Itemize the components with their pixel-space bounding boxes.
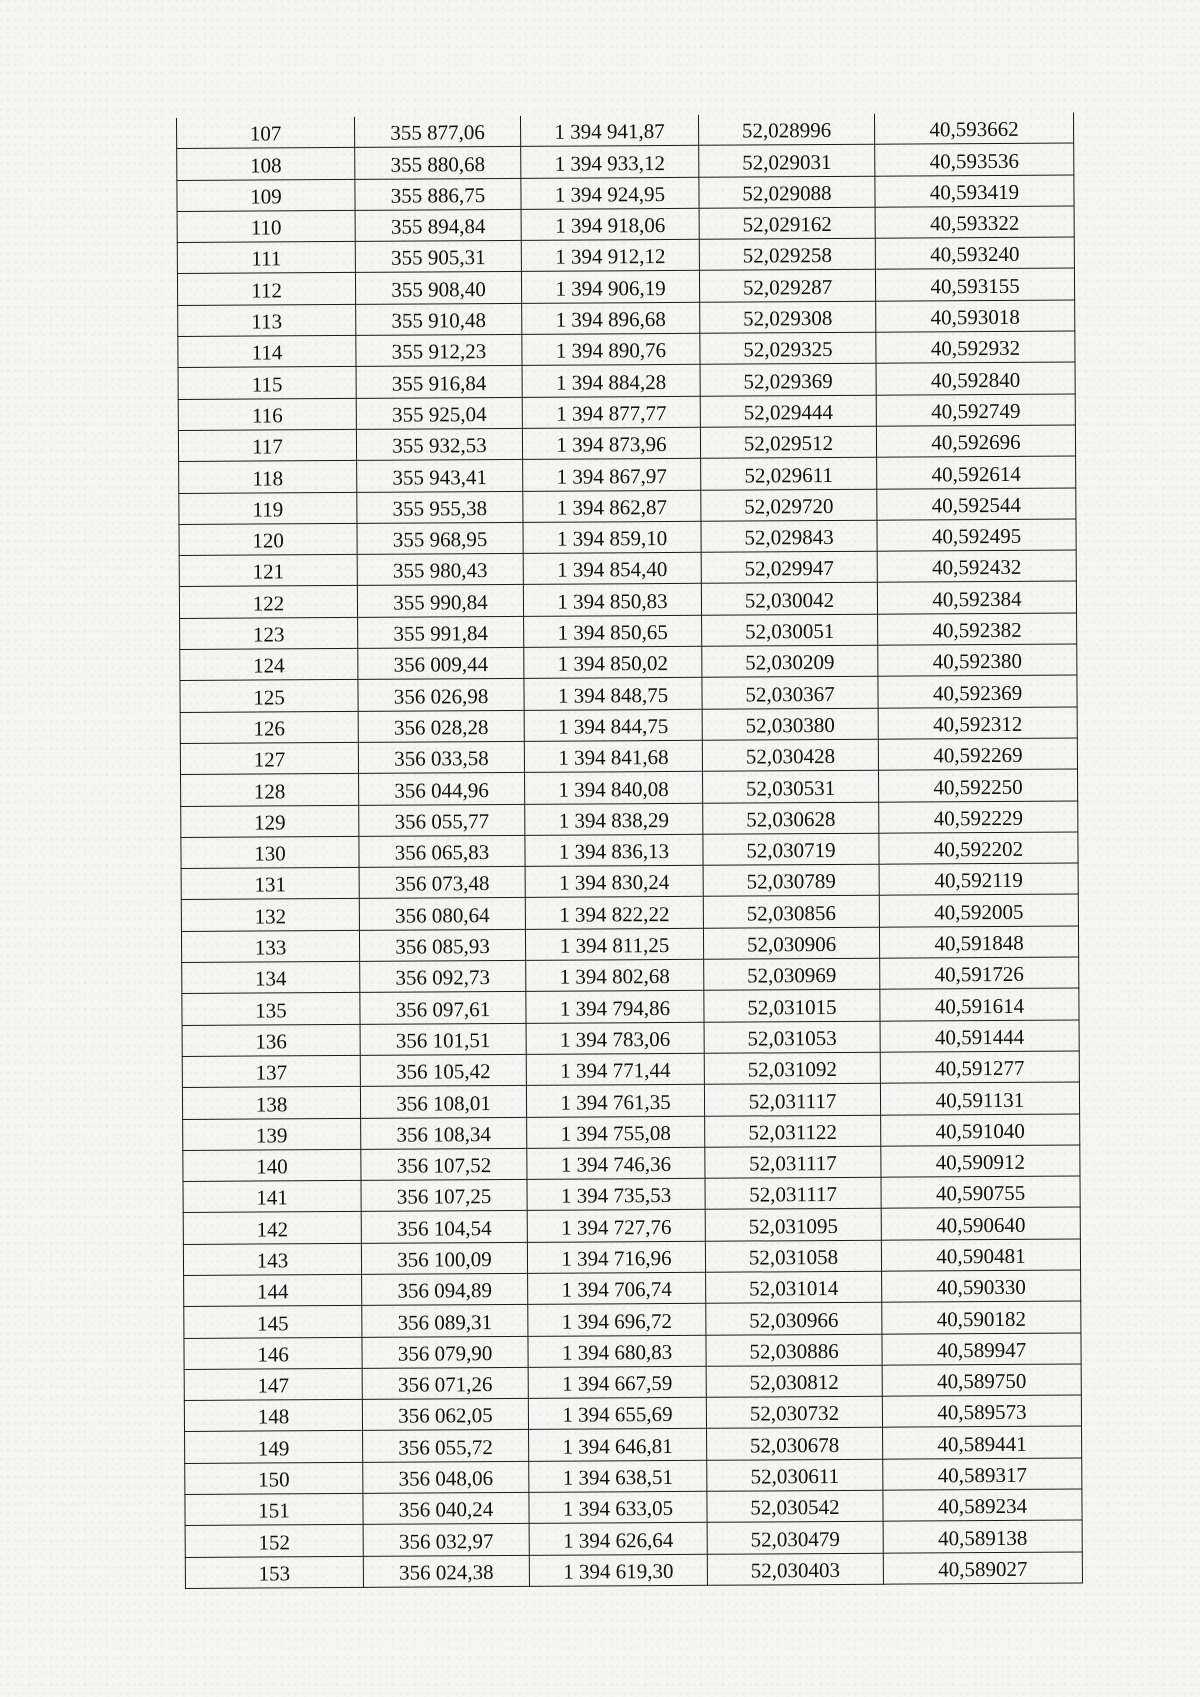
point-number-cell: 135	[182, 993, 360, 1025]
y-coordinate-cell: 1 394 811,25	[525, 928, 703, 960]
longitude-cell: 40,590755	[881, 1176, 1080, 1209]
latitude-cell: 52,031117	[705, 1146, 881, 1178]
y-coordinate-cell: 1 394 841,68	[524, 740, 702, 772]
x-coordinate-cell: 356 032,97	[363, 1524, 529, 1556]
latitude-cell: 52,029947	[701, 551, 877, 583]
longitude-cell: 40,592432	[877, 550, 1076, 583]
coordinates-table-container	[176, 113, 1082, 1589]
latitude-cell: 52,031095	[705, 1209, 881, 1241]
x-coordinate-cell: 356 040,24	[363, 1492, 529, 1524]
longitude-cell: 40,592269	[878, 738, 1077, 771]
longitude-cell: 40,591444	[880, 1020, 1079, 1053]
y-coordinate-cell: 1 394 746,36	[527, 1147, 705, 1179]
point-number-cell: 137	[182, 1055, 360, 1087]
point-number-cell: 128	[181, 774, 359, 806]
point-number-cell: 148	[184, 1400, 362, 1432]
point-number-cell: 115	[178, 367, 356, 399]
latitude-cell: 52,029369	[700, 364, 876, 396]
longitude-cell: 40,592369	[878, 675, 1077, 708]
longitude-cell: 40,592382	[878, 613, 1077, 646]
longitude-cell: 40,592250	[878, 769, 1077, 802]
x-coordinate-cell: 356 107,25	[361, 1179, 527, 1211]
table-row	[185, 1520, 1082, 1557]
y-coordinate-cell: 1 394 890,76	[522, 333, 700, 365]
point-number-cell: 134	[182, 961, 360, 993]
point-number-cell: 146	[184, 1337, 362, 1369]
latitude-cell: 52,030531	[703, 770, 879, 802]
table-row	[177, 268, 1074, 305]
x-coordinate-cell: 356 044,96	[359, 773, 525, 805]
longitude-cell: 40,589750	[882, 1364, 1081, 1397]
longitude-cell: 40,590481	[881, 1239, 1080, 1272]
latitude-cell: 52,030886	[706, 1334, 882, 1366]
x-coordinate-cell: 355 991,84	[358, 616, 524, 648]
latitude-cell: 52,029512	[700, 426, 876, 458]
table-row	[178, 362, 1075, 399]
x-coordinate-cell: 355 968,95	[357, 522, 523, 554]
y-coordinate-cell: 1 394 755,08	[527, 1116, 705, 1148]
latitude-cell: 52,030969	[704, 958, 880, 990]
latitude-cell: 52,029720	[701, 489, 877, 521]
x-coordinate-cell: 356 033,58	[358, 741, 524, 773]
latitude-cell: 52,031122	[705, 1115, 881, 1147]
latitude-cell: 52,031015	[704, 990, 880, 1022]
table-row	[184, 1395, 1081, 1432]
y-coordinate-cell: 1 394 735,53	[527, 1178, 705, 1210]
point-number-cell: 139	[183, 1118, 361, 1150]
latitude-cell: 52,030380	[702, 708, 878, 740]
point-number-cell: 124	[180, 648, 358, 680]
longitude-cell: 40,591131	[880, 1082, 1079, 1115]
point-number-cell: 112	[177, 273, 355, 305]
x-coordinate-cell: 356 100,09	[361, 1242, 527, 1274]
table-row	[185, 1489, 1082, 1526]
x-coordinate-cell: 356 104,54	[361, 1211, 527, 1243]
x-coordinate-cell: 356 080,64	[359, 898, 525, 930]
longitude-cell: 40,590182	[882, 1301, 1081, 1334]
longitude-cell: 40,592384	[877, 581, 1076, 614]
latitude-cell: 52,029287	[699, 270, 875, 302]
point-number-cell: 150	[185, 1462, 363, 1494]
point-number-cell: 122	[179, 586, 357, 618]
longitude-cell: 40,590912	[881, 1145, 1080, 1178]
longitude-cell: 40,592202	[879, 832, 1078, 865]
latitude-cell: 52,030611	[707, 1459, 883, 1491]
table-row	[185, 1426, 1082, 1463]
latitude-cell: 52,031014	[706, 1271, 882, 1303]
table-row	[178, 331, 1075, 368]
point-number-cell: 126	[180, 711, 358, 743]
table-row	[179, 581, 1076, 618]
longitude-cell: 40,592495	[877, 519, 1076, 552]
longitude-cell: 40,592544	[877, 488, 1076, 521]
y-coordinate-cell: 1 394 877,77	[522, 396, 700, 428]
x-coordinate-cell: 356 108,34	[361, 1117, 527, 1149]
latitude-cell: 52,030542	[707, 1490, 883, 1522]
table-row	[180, 644, 1077, 681]
table-row	[178, 425, 1075, 462]
point-number-cell: 111	[177, 242, 355, 274]
table-row	[182, 1082, 1079, 1119]
longitude-cell: 40,593419	[875, 175, 1074, 208]
latitude-cell: 52,029088	[699, 176, 875, 208]
y-coordinate-cell: 1 394 873,96	[522, 427, 700, 459]
x-coordinate-cell: 356 055,77	[359, 804, 525, 836]
x-coordinate-cell: 355 925,04	[356, 397, 522, 429]
longitude-cell: 40,589317	[883, 1458, 1082, 1491]
table-row	[180, 613, 1077, 650]
x-coordinate-cell: 356 094,89	[362, 1273, 528, 1305]
point-number-cell: 121	[179, 555, 357, 587]
y-coordinate-cell: 1 394 848,75	[524, 678, 702, 710]
y-coordinate-cell: 1 394 771,44	[526, 1053, 704, 1085]
point-number-cell: 136	[182, 1024, 360, 1056]
coordinates-table	[176, 113, 1083, 1589]
point-number-cell: 125	[180, 680, 358, 712]
y-coordinate-cell: 1 394 794,86	[526, 991, 704, 1023]
y-coordinate-cell: 1 394 646,81	[529, 1429, 707, 1461]
table-row	[185, 1552, 1082, 1589]
y-coordinate-cell: 1 394 850,83	[523, 584, 701, 616]
y-coordinate-cell: 1 394 854,40	[523, 552, 701, 584]
longitude-cell: 40,591848	[879, 926, 1078, 959]
x-coordinate-cell: 356 071,26	[362, 1367, 528, 1399]
x-coordinate-cell: 356 048,06	[363, 1461, 529, 1493]
x-coordinate-cell: 355 955,38	[357, 491, 523, 523]
longitude-cell: 40,593155	[875, 268, 1074, 301]
table-row	[182, 1051, 1079, 1088]
y-coordinate-cell: 1 394 859,10	[523, 521, 701, 553]
table-row	[181, 769, 1078, 806]
x-coordinate-cell: 356 105,42	[360, 1054, 526, 1086]
point-number-cell: 109	[177, 179, 355, 211]
y-coordinate-cell: 1 394 783,06	[526, 1022, 704, 1054]
longitude-cell: 40,592749	[876, 394, 1075, 427]
x-coordinate-cell: 356 079,90	[362, 1336, 528, 1368]
longitude-cell: 40,589947	[882, 1333, 1081, 1366]
latitude-cell: 52,030628	[703, 802, 879, 834]
x-coordinate-cell: 356 028,28	[358, 710, 524, 742]
table-row	[179, 519, 1076, 556]
longitude-cell: 40,593662	[874, 113, 1073, 145]
point-number-cell: 130	[181, 836, 359, 868]
latitude-cell: 52,028996	[698, 114, 874, 146]
latitude-cell: 52,031092	[704, 1052, 880, 1084]
point-number-cell: 120	[179, 523, 357, 555]
table-row	[184, 1333, 1081, 1370]
y-coordinate-cell: 1 394 727,76	[527, 1210, 705, 1242]
longitude-cell: 40,592932	[876, 331, 1075, 364]
y-coordinate-cell: 1 394 906,19	[521, 271, 699, 303]
point-number-cell: 107	[176, 117, 354, 149]
latitude-cell: 52,030812	[706, 1365, 882, 1397]
longitude-cell: 40,589573	[882, 1395, 1081, 1428]
longitude-cell: 40,592229	[879, 801, 1078, 834]
longitude-cell: 40,593240	[875, 237, 1074, 270]
x-coordinate-cell: 355 908,40	[355, 272, 521, 304]
latitude-cell: 52,029258	[699, 238, 875, 270]
table-row	[182, 988, 1079, 1025]
latitude-cell: 52,029031	[699, 145, 875, 177]
x-coordinate-cell: 355 877,06	[354, 116, 520, 148]
latitude-cell: 52,030678	[707, 1428, 883, 1460]
table-row	[181, 894, 1078, 931]
table-row	[177, 175, 1074, 212]
latitude-cell: 52,030042	[701, 583, 877, 615]
y-coordinate-cell: 1 394 933,12	[521, 146, 699, 178]
x-coordinate-cell: 356 073,48	[359, 867, 525, 899]
latitude-cell: 52,030966	[706, 1302, 882, 1334]
y-coordinate-cell: 1 394 761,35	[526, 1084, 704, 1116]
longitude-cell: 40,592005	[879, 894, 1078, 927]
x-coordinate-cell: 355 932,53	[356, 428, 522, 460]
y-coordinate-cell: 1 394 706,74	[528, 1272, 706, 1304]
table-row	[181, 801, 1078, 838]
table-row	[179, 488, 1076, 525]
point-number-cell: 143	[183, 1243, 361, 1275]
point-number-cell: 133	[181, 930, 359, 962]
x-coordinate-cell: 356 026,98	[358, 679, 524, 711]
longitude-cell: 40,593322	[875, 206, 1074, 239]
point-number-cell: 114	[178, 335, 356, 367]
table-row	[179, 456, 1076, 493]
x-coordinate-cell: 356 055,72	[363, 1430, 529, 1462]
latitude-cell: 52,029162	[699, 207, 875, 239]
point-number-cell: 152	[185, 1525, 363, 1557]
longitude-cell: 40,592380	[878, 644, 1077, 677]
y-coordinate-cell: 1 394 822,22	[525, 897, 703, 929]
x-coordinate-cell: 355 980,43	[357, 554, 523, 586]
point-number-cell: 142	[183, 1212, 361, 1244]
point-number-cell: 113	[178, 304, 356, 336]
x-coordinate-cell: 355 912,23	[356, 334, 522, 366]
y-coordinate-cell: 1 394 633,05	[529, 1491, 707, 1523]
point-number-cell: 132	[181, 899, 359, 931]
y-coordinate-cell: 1 394 655,69	[528, 1397, 706, 1429]
longitude-cell: 40,590640	[881, 1207, 1080, 1240]
y-coordinate-cell: 1 394 840,08	[525, 772, 703, 804]
latitude-cell: 52,030719	[703, 833, 879, 865]
latitude-cell: 52,031117	[704, 1083, 880, 1115]
y-coordinate-cell: 1 394 802,68	[526, 959, 704, 991]
latitude-cell: 52,029843	[701, 520, 877, 552]
x-coordinate-cell: 356 107,52	[361, 1148, 527, 1180]
table-row	[182, 957, 1079, 994]
table-row	[183, 1145, 1080, 1182]
latitude-cell: 52,030428	[702, 739, 878, 771]
longitude-cell: 40,591726	[880, 957, 1079, 990]
y-coordinate-cell: 1 394 844,75	[524, 709, 702, 741]
point-number-cell: 110	[177, 210, 355, 242]
latitude-cell: 52,031058	[705, 1240, 881, 1272]
x-coordinate-cell: 356 108,01	[360, 1086, 526, 1118]
y-coordinate-cell: 1 394 696,72	[528, 1304, 706, 1336]
x-coordinate-cell: 355 886,75	[355, 178, 521, 210]
table-row	[184, 1364, 1081, 1401]
y-coordinate-cell: 1 394 912,12	[521, 239, 699, 271]
x-coordinate-cell: 356 024,38	[363, 1555, 529, 1587]
y-coordinate-cell: 1 394 896,68	[522, 302, 700, 334]
point-number-cell: 145	[184, 1306, 362, 1338]
x-coordinate-cell: 355 943,41	[357, 460, 523, 492]
longitude-cell: 40,593536	[875, 143, 1074, 176]
longitude-cell: 40,589441	[883, 1426, 1082, 1459]
table-row	[182, 1020, 1079, 1057]
table-row	[180, 738, 1077, 775]
x-coordinate-cell: 356 101,51	[360, 1023, 526, 1055]
longitude-cell: 40,592119	[879, 863, 1078, 896]
longitude-cell: 40,589234	[883, 1489, 1082, 1522]
latitude-cell: 52,031053	[704, 1021, 880, 1053]
point-number-cell: 129	[181, 805, 359, 837]
coordinates-table-body	[176, 113, 1082, 1589]
y-coordinate-cell: 1 394 830,24	[525, 865, 703, 897]
x-coordinate-cell: 356 089,31	[362, 1305, 528, 1337]
y-coordinate-cell: 1 394 626,64	[529, 1523, 707, 1555]
point-number-cell: 123	[180, 617, 358, 649]
y-coordinate-cell: 1 394 884,28	[522, 365, 700, 397]
y-coordinate-cell: 1 394 862,87	[523, 490, 701, 522]
table-row	[180, 707, 1077, 744]
table-row	[183, 1113, 1080, 1150]
table-row	[177, 206, 1074, 243]
point-number-cell: 116	[178, 398, 356, 430]
point-number-cell: 118	[179, 461, 357, 493]
y-coordinate-cell: 1 394 850,65	[524, 615, 702, 647]
table-row	[177, 143, 1074, 180]
point-number-cell: 144	[184, 1274, 362, 1306]
y-coordinate-cell: 1 394 924,95	[521, 177, 699, 209]
longitude-cell: 40,591614	[880, 988, 1079, 1021]
longitude-cell: 40,593018	[876, 300, 1075, 333]
longitude-cell: 40,592614	[877, 456, 1076, 489]
x-coordinate-cell: 356 085,93	[359, 929, 525, 961]
latitude-cell: 52,029611	[701, 457, 877, 489]
x-coordinate-cell: 355 905,31	[355, 241, 521, 273]
table-row	[179, 550, 1076, 587]
y-coordinate-cell: 1 394 918,06	[521, 208, 699, 240]
latitude-cell: 52,029325	[700, 332, 876, 364]
latitude-cell: 52,030732	[706, 1396, 882, 1428]
table-row	[177, 237, 1074, 274]
longitude-cell: 40,591277	[880, 1051, 1079, 1084]
latitude-cell: 52,031117	[705, 1177, 881, 1209]
point-number-cell: 141	[183, 1180, 361, 1212]
x-coordinate-cell: 356 092,73	[360, 960, 526, 992]
y-coordinate-cell: 1 394 838,29	[525, 803, 703, 835]
longitude-cell: 40,589138	[883, 1520, 1082, 1553]
x-coordinate-cell: 356 097,61	[360, 992, 526, 1024]
x-coordinate-cell: 355 894,84	[355, 209, 521, 241]
table-row	[176, 113, 1073, 149]
latitude-cell: 52,030479	[707, 1522, 883, 1554]
table-row	[184, 1301, 1081, 1338]
table-row	[183, 1239, 1080, 1276]
table-row	[185, 1458, 1082, 1495]
table-row	[183, 1207, 1080, 1244]
table-row	[184, 1270, 1081, 1307]
point-number-cell: 140	[183, 1149, 361, 1181]
point-number-cell: 127	[180, 742, 358, 774]
x-coordinate-cell: 355 910,48	[356, 303, 522, 335]
table-row	[181, 863, 1078, 900]
x-coordinate-cell: 356 065,83	[359, 835, 525, 867]
point-number-cell: 151	[185, 1493, 363, 1525]
y-coordinate-cell: 1 394 716,96	[527, 1241, 705, 1273]
x-coordinate-cell: 355 880,68	[355, 147, 521, 179]
x-coordinate-cell: 355 916,84	[356, 366, 522, 398]
x-coordinate-cell: 356 062,05	[362, 1399, 528, 1431]
latitude-cell: 52,030789	[703, 864, 879, 896]
table-row	[178, 300, 1075, 337]
latitude-cell: 52,030209	[702, 645, 878, 677]
longitude-cell: 40,590330	[882, 1270, 1081, 1303]
y-coordinate-cell: 1 394 619,30	[529, 1554, 707, 1586]
y-coordinate-cell: 1 394 680,83	[528, 1335, 706, 1367]
y-coordinate-cell: 1 394 836,13	[525, 834, 703, 866]
longitude-cell: 40,589027	[883, 1552, 1082, 1585]
x-coordinate-cell: 356 009,44	[358, 647, 524, 679]
latitude-cell: 52,030856	[703, 896, 879, 928]
y-coordinate-cell: 1 394 867,97	[523, 459, 701, 491]
latitude-cell: 52,030051	[702, 614, 878, 646]
table-row	[181, 832, 1078, 869]
latitude-cell: 52,030906	[703, 927, 879, 959]
point-number-cell: 131	[181, 868, 359, 900]
latitude-cell: 52,030367	[702, 677, 878, 709]
table-row	[180, 675, 1077, 712]
point-number-cell: 153	[185, 1556, 363, 1588]
table-row	[181, 926, 1078, 963]
point-number-cell: 119	[179, 492, 357, 524]
point-number-cell: 138	[182, 1087, 360, 1119]
latitude-cell: 52,029444	[700, 395, 876, 427]
longitude-cell: 40,592840	[876, 362, 1075, 395]
y-coordinate-cell: 1 394 667,59	[528, 1366, 706, 1398]
latitude-cell: 52,030403	[707, 1553, 883, 1585]
point-number-cell: 108	[177, 148, 355, 180]
table-row	[183, 1176, 1080, 1213]
point-number-cell: 149	[185, 1431, 363, 1463]
y-coordinate-cell: 1 394 638,51	[529, 1460, 707, 1492]
point-number-cell: 117	[178, 429, 356, 461]
longitude-cell: 40,592312	[878, 707, 1077, 740]
y-coordinate-cell: 1 394 850,02	[524, 646, 702, 678]
longitude-cell: 40,591040	[881, 1113, 1080, 1146]
latitude-cell: 52,029308	[700, 301, 876, 333]
point-number-cell: 147	[184, 1368, 362, 1400]
y-coordinate-cell: 1 394 941,87	[520, 115, 698, 147]
table-row	[178, 394, 1075, 431]
longitude-cell: 40,592696	[876, 425, 1075, 458]
x-coordinate-cell: 355 990,84	[357, 585, 523, 617]
